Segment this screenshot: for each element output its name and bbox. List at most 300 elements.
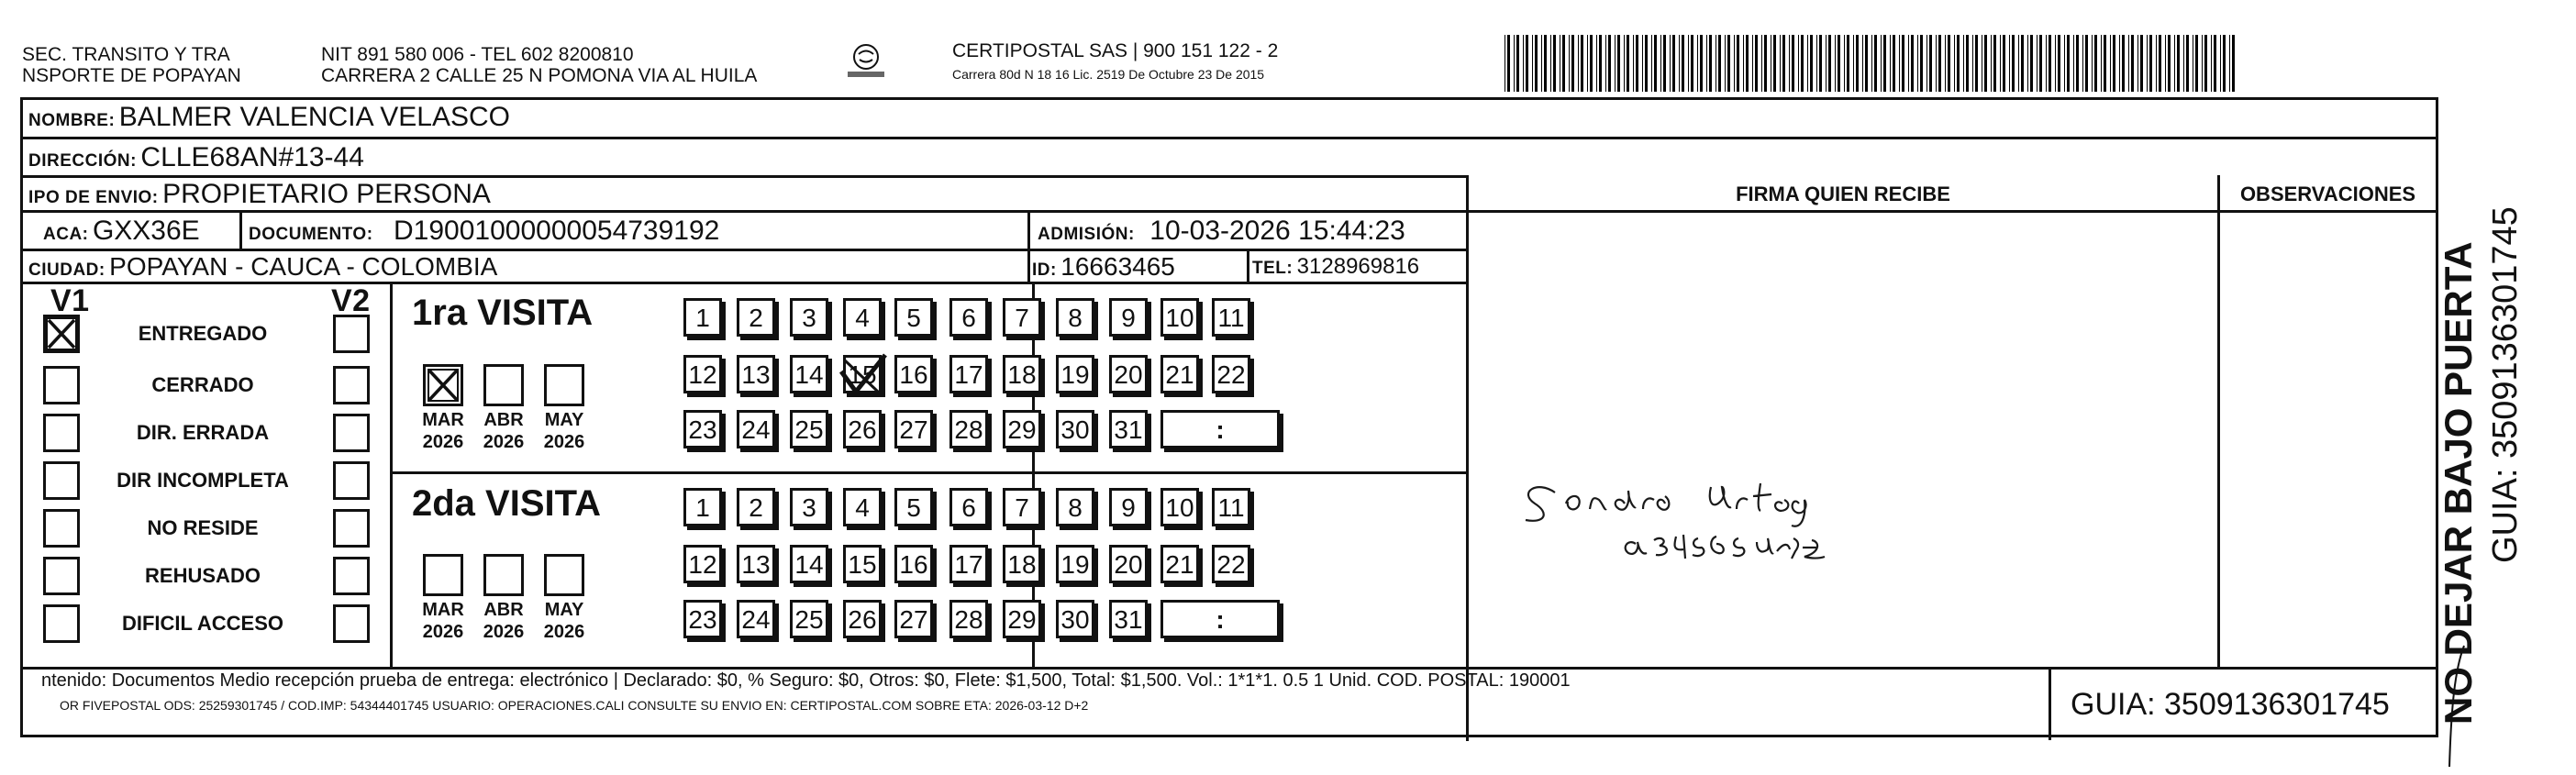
status-option-label: NO RESIDE bbox=[147, 516, 259, 539]
barcode-bar bbox=[1617, 35, 1620, 92]
status-option-label: CERRADO bbox=[151, 373, 254, 396]
v1-checkbox[interactable] bbox=[43, 315, 80, 353]
barcode-bar bbox=[2168, 35, 2171, 92]
barcode-bar bbox=[1902, 35, 1904, 92]
barcode-bar bbox=[1911, 35, 1914, 92]
v2-checkbox[interactable] bbox=[333, 509, 370, 548]
barcode-bar bbox=[2009, 35, 2010, 92]
barcode-bar bbox=[2119, 35, 2120, 92]
year-label: 2026 bbox=[543, 432, 585, 452]
v1-checkbox[interactable] bbox=[43, 557, 80, 595]
month-checkbox[interactable] bbox=[544, 364, 584, 406]
tel-label: TEL: bbox=[1252, 259, 1294, 278]
day-box[interactable]: 10 bbox=[1160, 488, 1199, 526]
day-box[interactable]: 18 bbox=[1003, 355, 1041, 393]
v1-checkbox[interactable] bbox=[43, 509, 80, 548]
barcode-bar bbox=[1798, 35, 1799, 92]
day-box[interactable]: 20 bbox=[1109, 355, 1148, 393]
barcode-bar bbox=[1853, 35, 1854, 92]
month-checkbox[interactable] bbox=[483, 364, 524, 406]
barcode-bar bbox=[1514, 35, 1515, 92]
day-box[interactable]: 31 bbox=[1109, 410, 1148, 448]
day-box[interactable]: 11 bbox=[1212, 488, 1250, 526]
ciudad-field bbox=[28, 252, 497, 282]
barcode-bar bbox=[2195, 35, 2198, 92]
barcode-bar bbox=[1908, 35, 1909, 92]
barcode-bar bbox=[1660, 35, 1661, 92]
barcode-bar bbox=[1596, 35, 1597, 92]
barcode-bar bbox=[2174, 35, 2175, 92]
barcode-bar bbox=[2027, 35, 2028, 92]
v2-checkbox[interactable] bbox=[333, 604, 370, 643]
year-label: 2026 bbox=[543, 622, 585, 642]
barcode-bar bbox=[1993, 35, 1996, 92]
v2-checkbox[interactable] bbox=[333, 315, 370, 353]
placa-value: GXX36E bbox=[92, 216, 200, 246]
barcode-bar bbox=[1737, 35, 1739, 92]
day-box[interactable]: 27 bbox=[894, 600, 933, 638]
barcode-bar bbox=[2122, 35, 2125, 92]
v2-checkbox[interactable] bbox=[333, 557, 370, 595]
barcode-bar bbox=[1893, 35, 1895, 92]
tel-field bbox=[1252, 254, 1419, 280]
footer-line-1: ntenido: Documentos Medio recepción prueba de entrega: electrónico | Declarado: $0, % Seguro: $0, Otros: $0, Flete: $1,500, Total: $1,500. Vol.: 1*1*1. 0.5 1 Unid. COD. POSTAL: 190001 bbox=[41, 670, 1571, 691]
barcode bbox=[1505, 35, 2238, 92]
day-box[interactable]: 25 bbox=[790, 600, 828, 638]
tipo-envio-label: IPO DE ENVIO: bbox=[28, 188, 159, 207]
signature-area[interactable] bbox=[1482, 283, 2206, 650]
barcode-bar bbox=[1507, 35, 1510, 92]
day-box[interactable]: 4 bbox=[843, 298, 882, 337]
day-box[interactable]: 12 bbox=[683, 355, 722, 393]
barcode-bar bbox=[1862, 35, 1863, 92]
barcode-bar bbox=[1835, 35, 1836, 92]
footer-guia: GUIA: 3509136301745 bbox=[2071, 687, 2390, 722]
barcode-bar bbox=[1636, 35, 1638, 92]
day-box[interactable]: 18 bbox=[1003, 545, 1041, 583]
day-box[interactable]: 26 bbox=[843, 600, 882, 638]
day-box[interactable]: 10 bbox=[1160, 298, 1199, 337]
id-value: 16663465 bbox=[1060, 252, 1175, 281]
day-box[interactable]: 2 bbox=[737, 298, 775, 337]
month-label: MAY bbox=[544, 600, 584, 620]
month-label: MAR bbox=[422, 410, 464, 430]
barcode-bar bbox=[1691, 35, 1693, 92]
barcode-bar bbox=[1571, 35, 1574, 92]
shipping-form bbox=[20, 97, 2438, 737]
barcode-bar bbox=[1516, 35, 1519, 92]
barcode-bar bbox=[2165, 35, 2166, 92]
day-box[interactable]: 12 bbox=[683, 545, 722, 583]
day-box[interactable]: 29 bbox=[1003, 410, 1041, 448]
barcode-bar bbox=[2067, 35, 2070, 92]
barcode-bar bbox=[1682, 35, 1684, 92]
tipo-envio-field bbox=[28, 179, 491, 210]
barcode-bar bbox=[1541, 35, 1542, 92]
time-field[interactable]: : bbox=[1160, 600, 1280, 638]
barcode-bar bbox=[1615, 35, 1616, 92]
day-box[interactable]: 28 bbox=[949, 600, 988, 638]
barcode-bar bbox=[2021, 35, 2024, 92]
barcode-bar bbox=[1966, 35, 1969, 92]
year-label: 2026 bbox=[422, 622, 464, 642]
barcode-bar bbox=[1874, 35, 1877, 92]
barcode-bar bbox=[1679, 35, 1680, 92]
documento-label: DOCUMENTO: bbox=[249, 225, 373, 244]
barcode-bar bbox=[1599, 35, 1602, 92]
barcode-bar bbox=[1727, 35, 1730, 92]
barcode-bar bbox=[1718, 35, 1721, 92]
v1-label: V1 bbox=[50, 283, 90, 318]
observaciones-header: OBSERVACIONES bbox=[2239, 183, 2416, 205]
x-mark-icon bbox=[426, 367, 461, 404]
day-box[interactable]: 9 bbox=[1109, 298, 1148, 337]
barcode-bar bbox=[1991, 35, 1992, 92]
day-box[interactable]: 23 bbox=[683, 600, 722, 638]
certipostal-logo bbox=[842, 42, 890, 83]
barcode-bar bbox=[1890, 35, 1891, 92]
month-checkbox[interactable] bbox=[483, 554, 524, 596]
barcode-bar bbox=[2003, 35, 2005, 92]
barcode-bar bbox=[2101, 35, 2102, 92]
barcode-bar bbox=[1957, 35, 1960, 92]
day-box[interactable]: 7 bbox=[1003, 298, 1041, 337]
barcode-bar bbox=[1844, 35, 1845, 92]
day-box[interactable]: 30 bbox=[1056, 410, 1094, 448]
barcode-bar bbox=[1826, 35, 1827, 92]
v1-checkbox[interactable] bbox=[43, 414, 80, 452]
footer-line-2: OR FIVEPOSTAL ODS: 25259301745 / COD.IMP: 54344401745 USUARIO: OPERACIONES.CALI CONSULTE SU ENVIO EN: CERTIPOSTAL.COM SOBRE ETA: 2026-03-12 D+2 bbox=[60, 698, 1089, 713]
barcode-bar bbox=[2073, 35, 2074, 92]
status-option-label: REHUSADO bbox=[145, 564, 261, 587]
barcode-bar bbox=[1605, 35, 1606, 92]
barcode-bar bbox=[1553, 35, 1556, 92]
day-box[interactable]: 4 bbox=[843, 488, 882, 526]
v2-checkbox[interactable] bbox=[333, 366, 370, 404]
year-label: 2026 bbox=[483, 432, 525, 452]
barcode-bar bbox=[1645, 35, 1648, 92]
barcode-bar bbox=[2149, 35, 2152, 92]
barcode-bar bbox=[1587, 35, 1588, 92]
direccion-value: CLLE68AN#13-44 bbox=[140, 142, 364, 172]
day-box[interactable]: 13 bbox=[737, 545, 775, 583]
barcode-bar bbox=[1670, 35, 1671, 92]
day-box[interactable]: 22 bbox=[1212, 545, 1250, 583]
day-box[interactable]: 9 bbox=[1109, 488, 1148, 526]
barcode-bar bbox=[1954, 35, 1955, 92]
day-box[interactable]: 5 bbox=[894, 298, 933, 337]
month-label: MAR bbox=[422, 600, 464, 620]
barcode-bar bbox=[1578, 35, 1579, 92]
day-box[interactable]: 1 bbox=[683, 488, 722, 526]
ciudad-value: POPAYAN - CAUCA - COLOMBIA bbox=[109, 252, 498, 281]
barcode-bar bbox=[1715, 35, 1716, 92]
barcode-bar bbox=[2183, 35, 2184, 92]
day-box[interactable]: 24 bbox=[737, 410, 775, 448]
barcode-bar bbox=[1975, 35, 1978, 92]
barcode-bar bbox=[1972, 35, 1973, 92]
barcode-bar bbox=[2177, 35, 2180, 92]
tipo-envio-value: PROPIETARIO PERSONA bbox=[162, 179, 491, 209]
ciudad-label: CIUDAD: bbox=[28, 260, 105, 280]
barcode-bar bbox=[1782, 35, 1785, 92]
company-line: CERTIPOSTAL SAS | 900 151 122 - 2 bbox=[952, 40, 1279, 61]
barcode-bar bbox=[2211, 35, 2212, 92]
day-box[interactable]: 6 bbox=[949, 298, 988, 337]
barcode-bar bbox=[2140, 35, 2143, 92]
barcode-bar bbox=[2110, 35, 2111, 92]
barcode-bar bbox=[2055, 35, 2056, 92]
admision-label: ADMISIÓN: bbox=[1038, 225, 1135, 244]
barcode-bar bbox=[1936, 35, 1937, 92]
no-dejar-warning: NO DEJAR BAJO PUERTA bbox=[2437, 241, 2480, 725]
barcode-bar bbox=[1899, 35, 1900, 92]
barcode-bar bbox=[1550, 35, 1551, 92]
day-box[interactable]: 21 bbox=[1160, 355, 1199, 393]
barcode-bar bbox=[1881, 35, 1882, 92]
day-box[interactable]: 6 bbox=[949, 488, 988, 526]
documento-field bbox=[249, 216, 719, 247]
barcode-bar bbox=[1627, 35, 1629, 92]
barcode-bar bbox=[2229, 35, 2230, 92]
barcode-bar bbox=[2137, 35, 2138, 92]
license-line: Carrera 80d N 18 16 Lic. 2519 De Octubre 23 De 2015 bbox=[952, 67, 1265, 82]
barcode-bar bbox=[1642, 35, 1643, 92]
day-box[interactable]: 30 bbox=[1056, 600, 1094, 638]
barcode-bar bbox=[1752, 35, 1753, 92]
barcode-bar bbox=[1926, 35, 1927, 92]
month-label: ABR bbox=[483, 410, 524, 430]
barcode-bar bbox=[2113, 35, 2115, 92]
id-field bbox=[1032, 252, 1175, 282]
day-box[interactable]: 25 bbox=[790, 410, 828, 448]
status-option-label: DIR. ERRADA bbox=[136, 421, 270, 444]
barcode-bar bbox=[1725, 35, 1726, 92]
barcode-bar bbox=[1761, 35, 1762, 92]
day-box[interactable]: 29 bbox=[1003, 600, 1041, 638]
day-box[interactable]: 11 bbox=[1212, 298, 1250, 337]
barcode-bar bbox=[2204, 35, 2207, 92]
nombre-label: NOMBRE: bbox=[28, 111, 116, 130]
barcode-bar bbox=[1755, 35, 1758, 92]
day-box[interactable]: 21 bbox=[1160, 545, 1199, 583]
barcode-bar bbox=[2186, 35, 2189, 92]
firma-header: FIRMA QUIEN RECIBE bbox=[1736, 183, 1950, 205]
barcode-bar bbox=[1780, 35, 1781, 92]
month-label: MAY bbox=[544, 410, 584, 430]
barcode-bar bbox=[2159, 35, 2161, 92]
day-box[interactable]: 8 bbox=[1056, 488, 1094, 526]
day-box[interactable]: 20 bbox=[1109, 545, 1148, 583]
barcode-bar bbox=[1810, 35, 1813, 92]
barcode-bar bbox=[1856, 35, 1859, 92]
barcode-bar bbox=[2046, 35, 2047, 92]
v1-checkbox[interactable] bbox=[43, 604, 80, 643]
day-box[interactable]: 31 bbox=[1109, 600, 1148, 638]
barcode-bar bbox=[1764, 35, 1767, 92]
day-box[interactable]: 14 bbox=[790, 545, 828, 583]
barcode-bar bbox=[2076, 35, 2079, 92]
status-option-label: DIFICIL ACCESO bbox=[121, 612, 283, 635]
barcode-bar bbox=[1581, 35, 1583, 92]
barcode-bar bbox=[2082, 35, 2083, 92]
month-label: ABR bbox=[483, 600, 524, 620]
day-box[interactable]: 16 bbox=[894, 355, 933, 393]
day-box[interactable]: 24 bbox=[737, 600, 775, 638]
barcode-bar bbox=[2202, 35, 2203, 92]
barcode-bar bbox=[1920, 35, 1923, 92]
check-mark-icon bbox=[838, 351, 889, 404]
day-box[interactable]: 19 bbox=[1056, 545, 1094, 583]
barcode-bar bbox=[2223, 35, 2226, 92]
barcode-bar bbox=[1734, 35, 1735, 92]
status-option-label: ENTREGADO bbox=[138, 322, 268, 345]
day-box[interactable]: 14 bbox=[790, 355, 828, 393]
barcode-bar bbox=[2147, 35, 2148, 92]
year-label: 2026 bbox=[483, 622, 525, 642]
barcode-bar bbox=[1865, 35, 1868, 92]
barcode-bar bbox=[1633, 35, 1634, 92]
barcode-bar bbox=[1792, 35, 1794, 92]
day-box[interactable]: 15 bbox=[843, 355, 882, 393]
day-box[interactable]: 3 bbox=[790, 488, 828, 526]
nombre-value: BALMER VALENCIA VELASCO bbox=[118, 102, 511, 132]
address-line: CARRERA 2 CALLE 25 N POMONA VIA AL HUILA bbox=[321, 65, 758, 86]
day-box[interactable]: 26 bbox=[843, 410, 882, 448]
barcode-bar bbox=[1544, 35, 1547, 92]
day-box[interactable]: 1 bbox=[683, 298, 722, 337]
barcode-bar bbox=[2220, 35, 2221, 92]
barcode-bar bbox=[2094, 35, 2097, 92]
barcode-bar bbox=[1816, 35, 1817, 92]
day-box[interactable]: 15 bbox=[843, 545, 882, 583]
barcode-bar bbox=[2030, 35, 2033, 92]
barcode-bar bbox=[1651, 35, 1652, 92]
barcode-bar bbox=[2064, 35, 2065, 92]
day-box[interactable]: 8 bbox=[1056, 298, 1094, 337]
barcode-bar bbox=[2092, 35, 2093, 92]
v2-checkbox[interactable] bbox=[333, 414, 370, 452]
barcode-bar bbox=[2214, 35, 2216, 92]
v2-label: V2 bbox=[331, 283, 371, 318]
documento-value: D19001000000054739192 bbox=[394, 216, 720, 246]
barcode-bar bbox=[1819, 35, 1822, 92]
barcode-bar bbox=[1743, 35, 1744, 92]
barcode-bar bbox=[1789, 35, 1790, 92]
barcode-bar bbox=[1700, 35, 1703, 92]
barcode-bar bbox=[1838, 35, 1840, 92]
month-checkbox[interactable] bbox=[423, 554, 463, 596]
day-box[interactable]: 19 bbox=[1056, 355, 1094, 393]
barcode-bar bbox=[1523, 35, 1524, 92]
barcode-bar bbox=[1654, 35, 1657, 92]
visit-1-title: 1ra VISITA bbox=[412, 293, 594, 333]
x-mark-icon bbox=[46, 317, 77, 350]
year-label: 2026 bbox=[422, 432, 464, 452]
barcode-bar bbox=[1917, 35, 1918, 92]
direccion-label: DIRECCIÓN: bbox=[28, 151, 137, 171]
nombre-field bbox=[28, 102, 510, 133]
barcode-bar bbox=[2012, 35, 2015, 92]
barcode-bar bbox=[2058, 35, 2060, 92]
v1-checkbox[interactable] bbox=[43, 366, 80, 404]
barcode-bar bbox=[1697, 35, 1698, 92]
barcode-bar bbox=[1688, 35, 1689, 92]
barcode-bar bbox=[1929, 35, 1932, 92]
barcode-bar bbox=[2018, 35, 2019, 92]
direccion-field bbox=[28, 142, 364, 173]
barcode-bar bbox=[1672, 35, 1675, 92]
v1-checkbox[interactable] bbox=[43, 461, 80, 500]
barcode-bar bbox=[2049, 35, 2051, 92]
barcode-bar bbox=[1984, 35, 1987, 92]
barcode-bar bbox=[2085, 35, 2088, 92]
barcode-bar bbox=[1608, 35, 1611, 92]
day-box[interactable]: 27 bbox=[894, 410, 933, 448]
barcode-bar bbox=[1624, 35, 1625, 92]
day-box[interactable]: 22 bbox=[1212, 355, 1250, 393]
day-box[interactable]: 17 bbox=[949, 355, 988, 393]
id-label: ID: bbox=[1032, 260, 1057, 280]
day-box[interactable]: 2 bbox=[737, 488, 775, 526]
day-box[interactable]: 16 bbox=[894, 545, 933, 583]
sender-line-2: NSPORTE DE POPAYAN bbox=[22, 65, 241, 86]
admision-value: 10-03-2026 15:44:23 bbox=[1149, 216, 1405, 246]
barcode-bar bbox=[1948, 35, 1950, 92]
barcode-bar bbox=[1963, 35, 1964, 92]
v2-checkbox[interactable] bbox=[333, 461, 370, 500]
barcode-bar bbox=[1746, 35, 1749, 92]
day-box[interactable]: 3 bbox=[790, 298, 828, 337]
margin-mark bbox=[2446, 642, 2468, 770]
barcode-bar bbox=[1801, 35, 1804, 92]
barcode-bar bbox=[1773, 35, 1776, 92]
side-guia: GUIA: 3509136301745 bbox=[2486, 206, 2525, 563]
barcode-bar bbox=[1807, 35, 1808, 92]
barcode-bar bbox=[2104, 35, 2106, 92]
month-checkbox[interactable] bbox=[544, 554, 584, 596]
time-field[interactable]: : bbox=[1160, 410, 1280, 448]
barcode-bar bbox=[2039, 35, 2042, 92]
barcode-bar bbox=[2128, 35, 2129, 92]
barcode-bar bbox=[1532, 35, 1533, 92]
barcode-bar bbox=[1883, 35, 1886, 92]
visit-2-title: 2da VISITA bbox=[412, 483, 601, 524]
barcode-bar bbox=[1847, 35, 1849, 92]
day-box[interactable]: 5 bbox=[894, 488, 933, 526]
barcode-bar bbox=[1535, 35, 1538, 92]
barcode-bar bbox=[1590, 35, 1593, 92]
day-box[interactable]: 13 bbox=[737, 355, 775, 393]
barcode-bar bbox=[1938, 35, 1941, 92]
barcode-bar bbox=[1562, 35, 1565, 92]
tel-value: 3128969816 bbox=[1296, 254, 1420, 279]
barcode-bar bbox=[1871, 35, 1872, 92]
day-box[interactable]: 23 bbox=[683, 410, 722, 448]
barcode-bar bbox=[2000, 35, 2001, 92]
barcode-bar bbox=[1828, 35, 1831, 92]
nit-line: NIT 891 580 006 - TEL 602 8200810 bbox=[321, 44, 634, 65]
month-checkbox[interactable] bbox=[423, 364, 463, 406]
day-box[interactable]: 7 bbox=[1003, 488, 1041, 526]
day-box[interactable]: 28 bbox=[949, 410, 988, 448]
sender-line-1: SEC. TRANSITO Y TRA bbox=[22, 44, 230, 65]
admision-field bbox=[1038, 216, 1405, 247]
placa-field bbox=[43, 216, 200, 247]
barcode-bar bbox=[1526, 35, 1528, 92]
day-box[interactable]: 17 bbox=[949, 545, 988, 583]
status-option-label: DIR INCOMPLETA bbox=[117, 469, 289, 492]
